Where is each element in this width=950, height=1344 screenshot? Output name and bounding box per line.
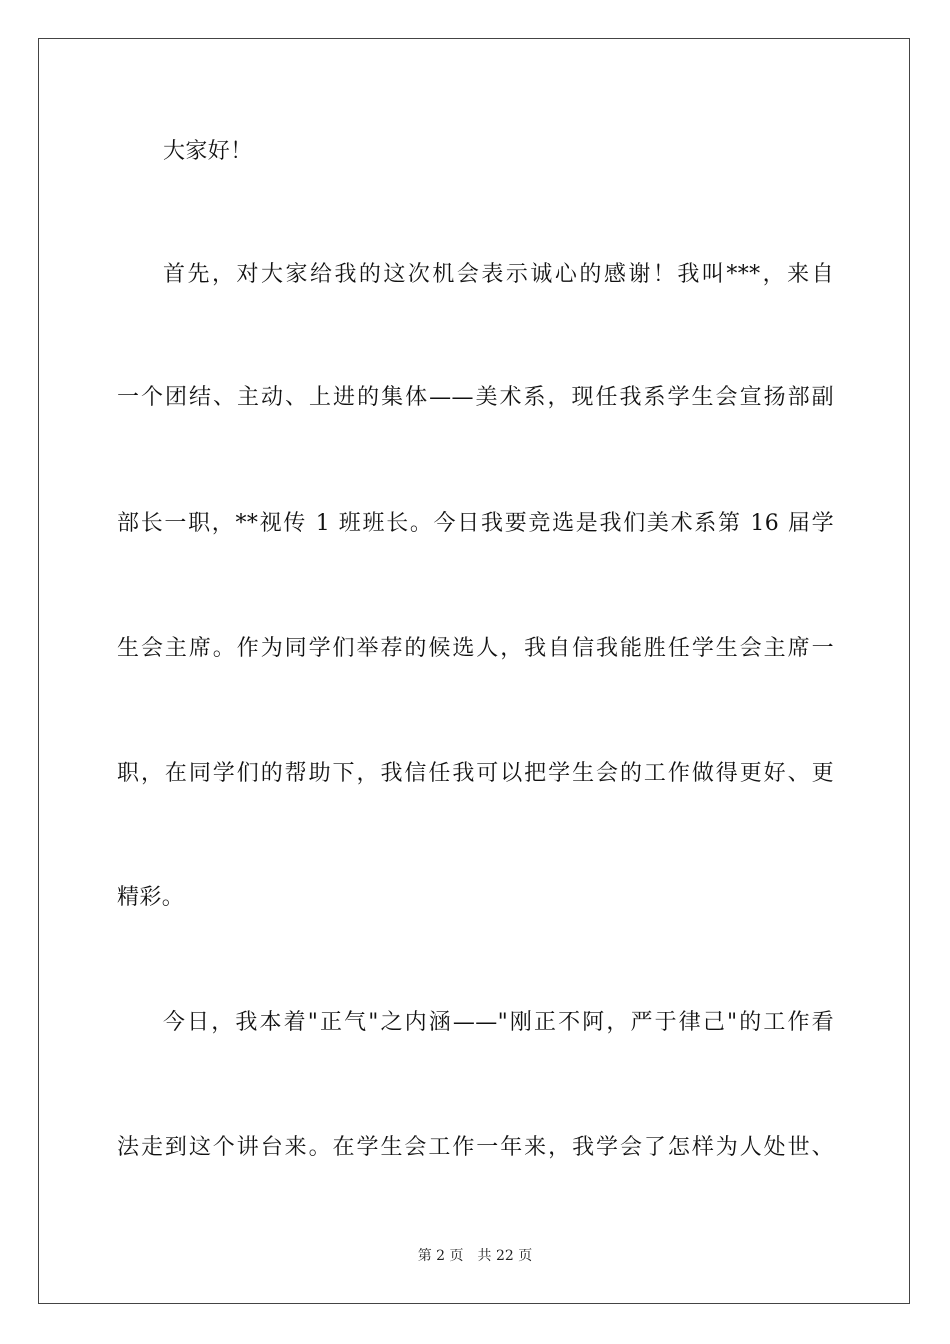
text-line: 法走到这个讲台来。在学生会工作一年来，我学会了怎样为人处世、 xyxy=(117,1135,834,1160)
text-line: 精彩。 xyxy=(117,885,185,910)
text-line: 今日，我本着"正气"之内涵——"刚正不阿，严于律己"的工作看 xyxy=(163,1010,834,1035)
text-line: 首先，对大家给我的这次机会表示诚心的感谢！我叫***，来自 xyxy=(163,262,834,287)
text-line: 生会主席。作为同学们举荐的候选人，我自信我能胜任学生会主席一 xyxy=(117,636,834,661)
text-line-greeting: 大家好！ xyxy=(163,139,253,164)
page-frame xyxy=(38,38,910,1304)
text-line: 部长一职，**视传 1 班班长。今日我要竞选是我们美术系第 16 届学 xyxy=(117,511,834,536)
text-line: 一个团结、主动、上进的集体——美术系，现任我系学生会宣扬部副 xyxy=(117,385,834,410)
text-line: 职，在同学们的帮助下，我信任我可以把学生会的工作做得更好、更 xyxy=(117,761,834,786)
page-footer xyxy=(0,1246,950,1266)
page-total: 共 22 页 xyxy=(477,1248,533,1264)
page-number: 第 2 页 xyxy=(417,1248,464,1264)
